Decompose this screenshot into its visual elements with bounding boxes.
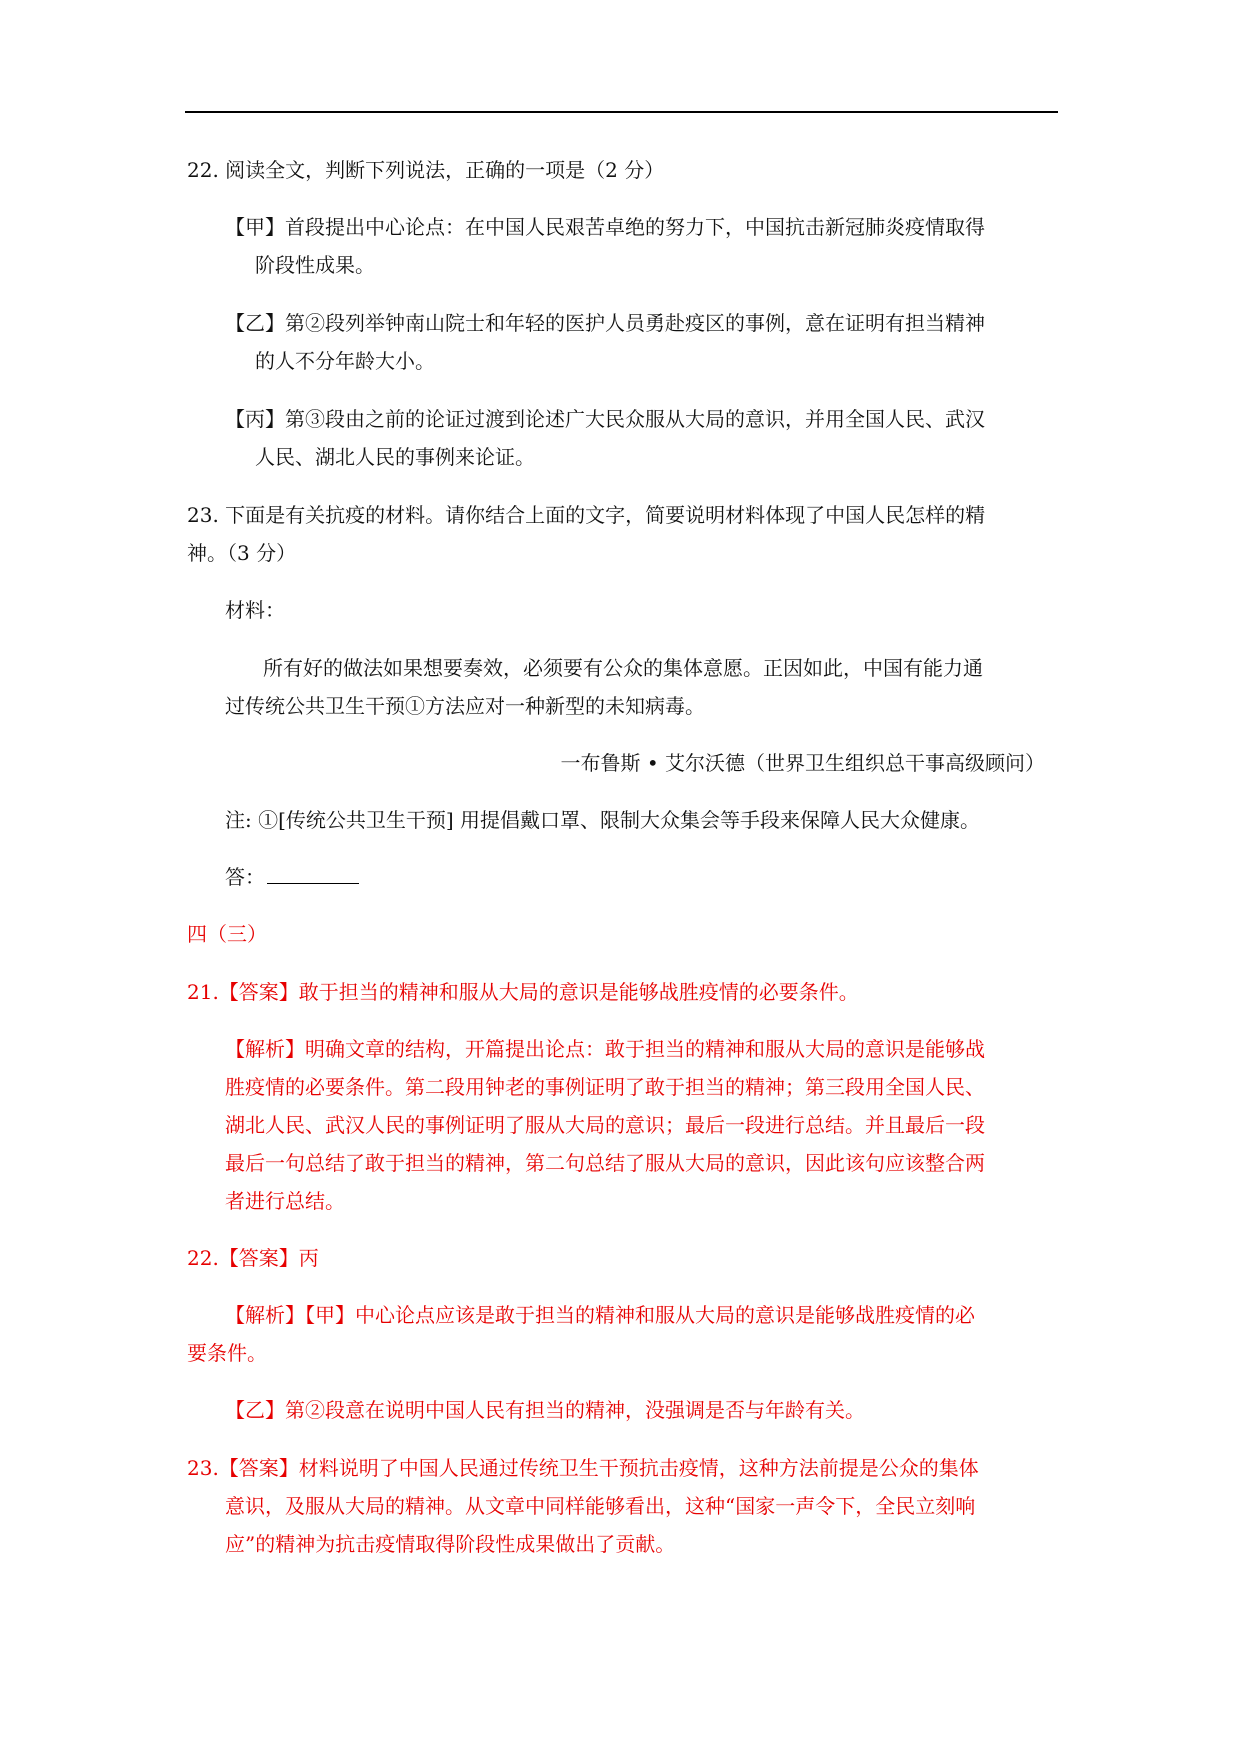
a22-analysis-line1: 【解析】【甲】中心论点应该是敢于担当的精神和服从大局的意识是能够战胜疫情的必 (225, 1303, 975, 1327)
a21-analysis-line5: 者进行总结。 (225, 1189, 345, 1213)
q22-option-yi-line2: 的人不分年龄大小。 (255, 349, 435, 373)
q23-material-line1: 所有好的做法如果想要奏效，必须要有公众的集体意愿。正因如此，中国有能力通 (263, 656, 983, 680)
answer-blank[interactable] (267, 865, 359, 884)
q22-stem: 22. 阅读全文，判断下列说法，正确的一项是（2 分） (187, 158, 665, 182)
a23-answer-line2: 意识，及服从大局的精神。从文章中同样能够看出，这种“国家一声令下，全民立刻响 (225, 1494, 976, 1518)
q22-option-jia-line1: 【甲】首段提出中心论点：在中国人民艰苦卓绝的努力下，中国抗击新冠肺炎疫情取得 (225, 215, 985, 239)
q23-material-label: 材料： (225, 598, 285, 622)
a23-answer-line1: 23.【答案】材料说明了中国人民通过传统卫生干预抗击疫情，这种方法前提是公众的集体 (187, 1456, 979, 1480)
a23-answer-line3: 应”的精神为抗击疫情取得阶段性成果做出了贡献。 (225, 1532, 676, 1556)
q23-answer-label: 答： (225, 865, 265, 889)
q23-material-line2: 过传统公共卫生干预①方法应对一种新型的未知病毒。 (225, 694, 705, 718)
q23-answer-row (225, 864, 359, 890)
header-rule (185, 111, 1058, 113)
a22-analysis-line2: 要条件。 (187, 1341, 267, 1365)
a21-analysis-line2: 胜疫情的必要条件。第二段用钟老的事例证明了敢于担当的精神；第三段用全国人民、 (225, 1075, 985, 1099)
q23-citation: 一布鲁斯 • 艾尔沃德（世界卫生组织总干事高级顾问） (560, 751, 1045, 775)
a21-analysis-line4: 最后一句总结了敢于担当的精神，第二句总结了服从大局的意识，因此该句应该整合两 (225, 1151, 985, 1175)
a21-analysis-line3: 湖北人民、武汉人民的事例证明了服从大局的意识；最后一段进行总结。并且最后一段 (225, 1113, 985, 1137)
q22-option-bing-line2: 人民、湖北人民的事例来论证。 (255, 445, 535, 469)
answers-section-heading: 四（三） (187, 922, 267, 946)
q23-note: 注: ①[传统公共卫生干预] 用提倡戴口罩、限制大众集会等手段来保障人民大众健康。 (225, 808, 981, 832)
a22-answer: 22.【答案】丙 (187, 1246, 319, 1270)
q22-option-bing-line1: 【丙】第③段由之前的论证过渡到论述广大民众服从大局的意识，并用全国人民、武汉 (225, 407, 985, 431)
q23-stem-line2: 神。（3 分） (187, 541, 297, 565)
a21-analysis-line1: 【解析】明确文章的结构，开篇提出论点：敢于担当的精神和服从大局的意识是能够战 (225, 1037, 985, 1061)
q23-stem-line1: 23. 下面是有关抗疫的材料。请你结合上面的文字，简要说明材料体现了中国人民怎样的精 (187, 503, 986, 527)
q22-option-yi-line1: 【乙】第②段列举钟南山院士和年轻的医护人员勇赴疫区的事例，意在证明有担当精神 (225, 311, 985, 335)
a21-answer: 21.【答案】敢于担当的精神和服从大局的意识是能够战胜疫情的必要条件。 (187, 980, 859, 1004)
q22-option-jia-line2: 阶段性成果。 (255, 253, 375, 277)
a22-analysis-yi: 【乙】第②段意在说明中国人民有担当的精神，没强调是否与年龄有关。 (225, 1398, 865, 1422)
